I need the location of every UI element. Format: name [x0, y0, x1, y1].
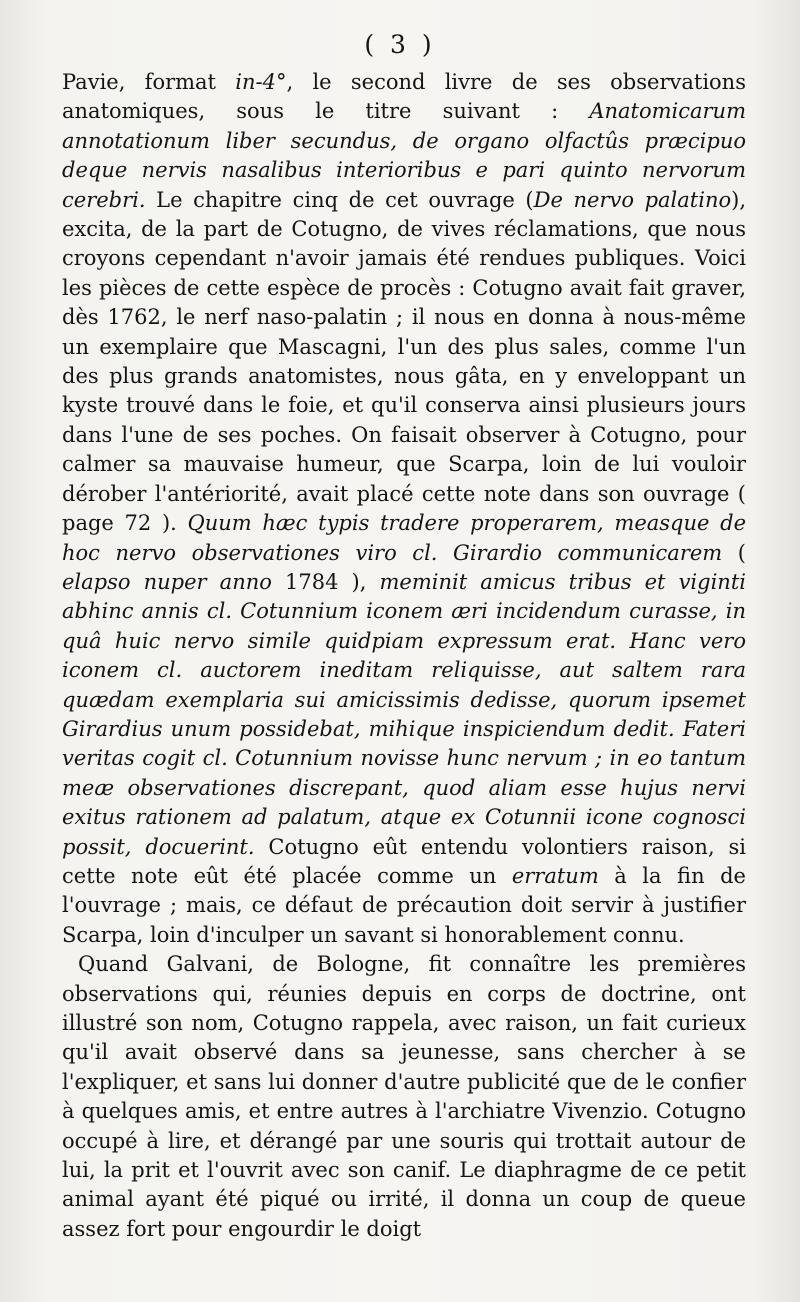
- italic-text-segment: elapso nuper anno: [62, 569, 272, 594]
- italic-text-segment: Anatomicarum annotationum liber secundus, de organo olfactûs præcipuo deque nervis nasalibus interioribus e pari quinto nervorum cerebri.: [62, 99, 746, 212]
- text-segment: ), excita, de la part de Cotugno, de vives réclamations, que nous croyons cependant n'avoir jamais été rendues publiques. Voici les pièces de cette espèce de procès : Cotugno avait fait graver, dès 1762, le nerf naso-palatin ; il nous en donna à nous-même un exemplaire que Mascagni, l'un des plus sales, comme l'un des plus grands anatomistes, nous gâta, en y enveloppant un kyste trouvé dans le foie, et qu'il conserva ainsi plusieurs jours dans l'une de ses poches. On faisait observer à Cotugno, pour calmer sa mauvaise humeur, que Scarpa, loin de lui vouloir dérober l'antériorité, avait placé cette note dans son ouvrage ( page 72 ).: [62, 187, 746, 536]
- paragraph-1: [62, 68, 746, 950]
- text-segment: Quand Galvani, de Bologne, fit connaître les premières observations qui, réunies depuis en corps de doctrine, ont illustré son nom, Cotugno rappela, avec raison, un fait curieux qu'il avait observé dans sa jeunesse, sans chercher à se l'expliquer, et sans lui donner d'autre publicité que de le confier à quelques amis, et entre autres à l'archiatre Vivenzio. Cotugno occupé à lire, et dérangé par une souris qui trottait autour de lui, la prit et l'ouvrit avec son canif. Le diaphragme de ce petit animal ayant été piqué ou irrité, il donna un coup de queue assez fort pour engourdir le doigt: [62, 952, 746, 1241]
- italic-text-segment: erratum: [511, 863, 599, 888]
- italic-text-segment: meminit amicus tribus et viginti abhinc annis cl. Cotunnium iconem æri incidendum curasse, in quâ huic nervo simile quidpiam expressum erat. Hanc vero iconem cl. auctorem ineditam reliquisse, aut saltem rara quædam exemplaria sui amicissimis dedisse, quorum ipsemet Girardius unum possidebat, mihique inspiciendum dedit. Fateri veritas cogit cl. Cotunnium novisse hunc nervum ; in eo tantum meæ observationes discrepant, quod aliam esse hujus nervi exitus rationem ad palatum, atque ex Cotunnii icone cognosci possit, docuerint.: [62, 569, 746, 859]
- text-segment: Le chapitre cinq de cet ouvrage (: [145, 187, 534, 212]
- italic-text-segment: in-4: [235, 70, 276, 94]
- body-text: [62, 68, 746, 1244]
- text-segment: Pavie, format: [62, 70, 236, 94]
- text-segment: à la fin de l'ouvrage ; mais, ce défaut de précaution doit servir à justifier Scarpa, loin d'inculper un savant si honorablement connu.: [62, 863, 746, 947]
- italic-text-segment: De nervo palatino: [533, 187, 732, 212]
- paragraph-2: [62, 950, 746, 1244]
- page-number: ( 3 ): [364, 30, 436, 59]
- text-segment: 1784 ),: [271, 569, 380, 594]
- text-segment: °, le second livre de ses observations anatomiques, sous le titre suivant :: [62, 70, 746, 124]
- text-segment: Cotugno eût entendu volontiers raison, si cette note eût été placée comme un: [62, 834, 746, 888]
- text-segment: (: [722, 540, 746, 565]
- italic-text-segment: Quum hæc typis tradere properarem, measque de hoc nervo observationes viro cl. Girardio communicarem: [62, 511, 747, 565]
